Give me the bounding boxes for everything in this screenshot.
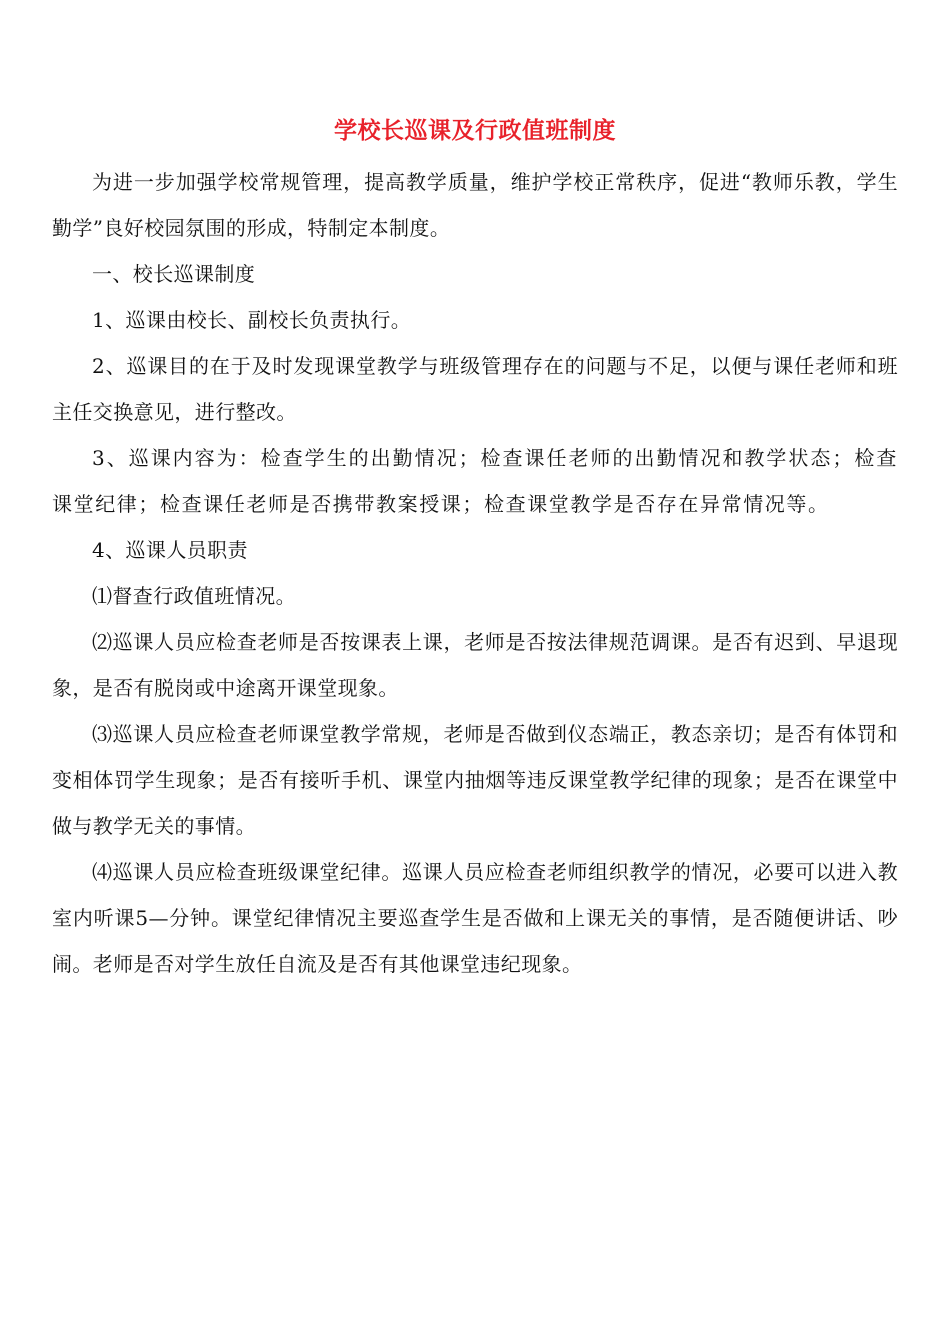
section-heading-principal-patrol: 一、校长巡课制度 (92, 262, 256, 286)
paragraph-duty-3: ⑶巡课人员应检查老师课堂教学常规，老师是否做到仪态端正，教态亲切；是否有体罚和变相体罚学生现象；是否有接听手机、课堂内抽烟等违反课堂教学纪律的现象；是否在课堂中做与教学无关的事情。 (52, 722, 898, 838)
document-title: 学校长巡课及行政值班制度 (334, 117, 616, 144)
paragraph-item-3: 3、巡课内容为：检查学生的出勤情况；检查课任老师的出勤情况和教学状态；检查课堂纪律；检查课任老师是否携带教案授课；检查课堂教学是否存在异常情况等。 (52, 446, 898, 516)
paragraph-item-4: 4、巡课人员职责 (92, 538, 248, 562)
paragraph-item-1: 1、巡课由校长、副校长负责执行。 (92, 308, 412, 332)
paragraph-item-2: 2、巡课目的在于及时发现课堂教学与班级管理存在的问题与不足，以便与课任老师和班主任交换意见，进行整改。 (52, 354, 898, 424)
paragraph-intro: 为进一步加强学校常规管理，提高教学质量，维护学校正常秩序，促进“教师乐教，学生勤学”良好校园氛围的形成，特制定本制度。 (52, 170, 898, 240)
paragraph-duty-4: ⑷巡课人员应检查班级课堂纪律。巡课人员应检查老师组织教学的情况，必要可以进入教室内听课5—分钟。课堂纪律情况主要巡查学生是否做和上课无关的事情，是否随便讲话、吵闹。老师是否对学生放任自流及是否有其他课堂违纪现象。 (52, 860, 898, 976)
paragraph-duty-1: ⑴督查行政值班情况。 (92, 584, 296, 608)
paragraph-duty-2: ⑵巡课人员应检查老师是否按课表上课，老师是否按法律规范调课。是否有迟到、早退现象，是否有脱岗或中途离开课堂现象。 (52, 630, 898, 700)
